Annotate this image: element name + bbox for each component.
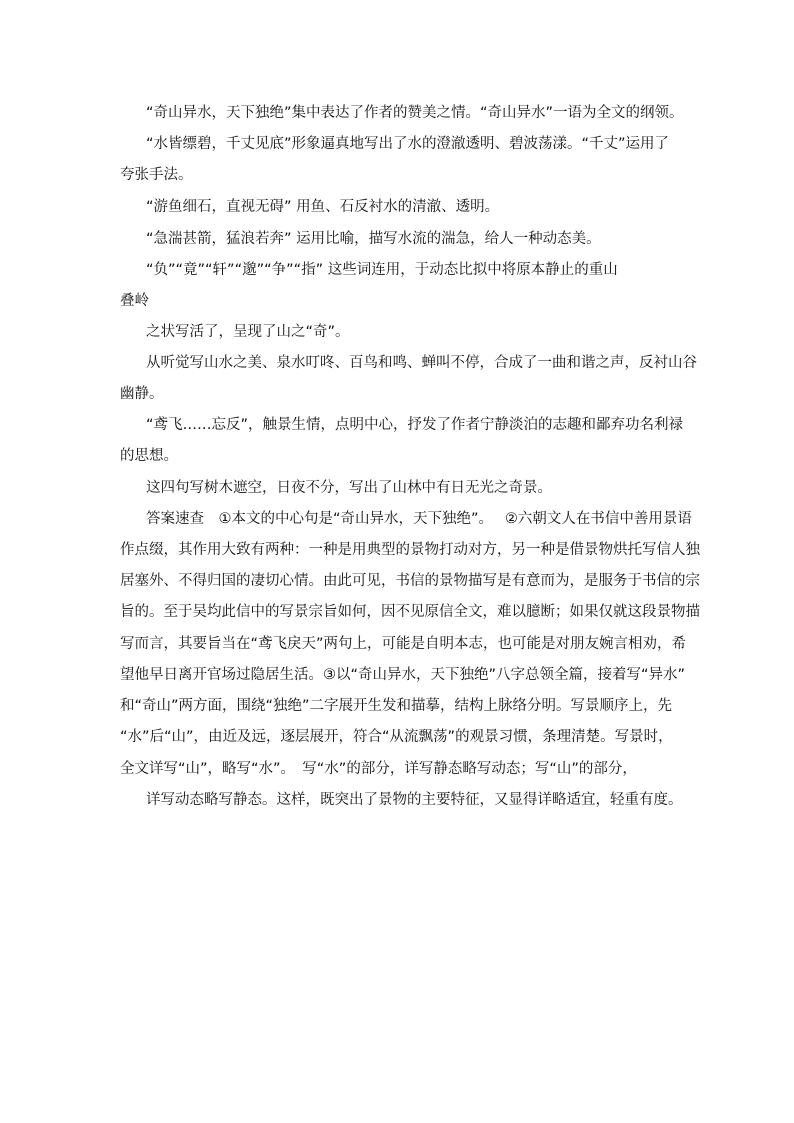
paragraph-line: 从听觉写山水之美、泉水叮咚、百鸟和鸣、蝉叫不停，合成了一曲和谐之声，反衬山谷 <box>146 355 697 371</box>
paragraph-line: “负”“竟”“轩”“邈”“争”“指” 这些词连用，于动态比拟中将原本静止的重山 <box>146 262 618 278</box>
paragraph-line: “鸢飞……忘反”，触景生情，点明中心，抒发了作者宁静淡泊的志趣和鄙弃功名利禄 <box>146 417 684 433</box>
paragraph-line: 的思想。 <box>120 448 178 464</box>
paragraph-line: 夸张手法。 <box>120 167 193 183</box>
paragraph-line: 居塞外、不得归国的凄切心情。由此可见，书信的景物描写是有意而为，是服务于书信的宗 <box>120 573 700 589</box>
paragraph-line: 写而言，其要旨当在“鸢飞戾天”两句上，可能是自明本志，也可能是对朋友婉言相劝，希 <box>120 636 687 652</box>
paragraph-line: 详写动态略写静态。这样，既突出了景物的主要特征，又显得详略适宜，轻重有度。 <box>146 792 683 808</box>
paragraph-line: 作点缀，其作用大致有两种：一种是用典型的景物打动对方，另一种是借景物烘托写信人独 <box>120 542 700 558</box>
paragraph-line: 之状写活了，呈现了山之“奇”。 <box>146 324 350 340</box>
paragraph-line: 叠岭 <box>120 293 149 309</box>
paragraph-line: 望他早日离开官场过隐居生活。③以“奇山异水，天下独绝”八字总领全篇，接着写“异水” <box>120 667 686 683</box>
paragraph-line: 旨的。至于吴均此信中的写景宗旨如何，因不见原信全文，难以臆断；如果仅就这段景物描 <box>120 604 700 620</box>
paragraph-line: “奇山异水，天下独绝”集中表达了作者的赞美之情。“奇山异水”一语为全文的纲领。 <box>146 105 684 121</box>
paragraph-line: “水皆缥碧，千丈见底”形象逼真地写出了水的澄澈透明、碧波荡漾。“千丈”运用了 <box>146 136 670 152</box>
paragraph-line: “急湍甚箭，猛浪若奔” 运用比喻，描写水流的湍急，给人一种动态美。 <box>146 231 601 247</box>
paragraph-line: 和“奇山”两方面，围绕“独绝”二字展开生发和描摹，结构上脉络分明。写景顺序上，先 <box>120 698 673 714</box>
paragraph-line: 全文详写“山”，略写“水”。 写“水”的部分，详写静态略写动态；写“山”的部分， <box>120 761 637 777</box>
paragraph-line: “水”后“山”，由近及远，逐层展开，符合“从流飘荡”的观景习惯，条理清楚。写景时， <box>120 729 673 745</box>
paragraph-line: 幽静。 <box>120 386 164 402</box>
paragraph-line: “游鱼细石，直视无碍” 用鱼、石反衬水的清澈、透明。 <box>146 199 500 215</box>
paragraph-line: 这四句写树木遮空，日夜不分，写出了山林中有日无光之奇景。 <box>146 480 552 496</box>
paragraph-line: 答案速查 ①本文的中心句是“奇山异水，天下独绝”。 ②六朝文人在书信中善用景语 <box>146 511 692 527</box>
